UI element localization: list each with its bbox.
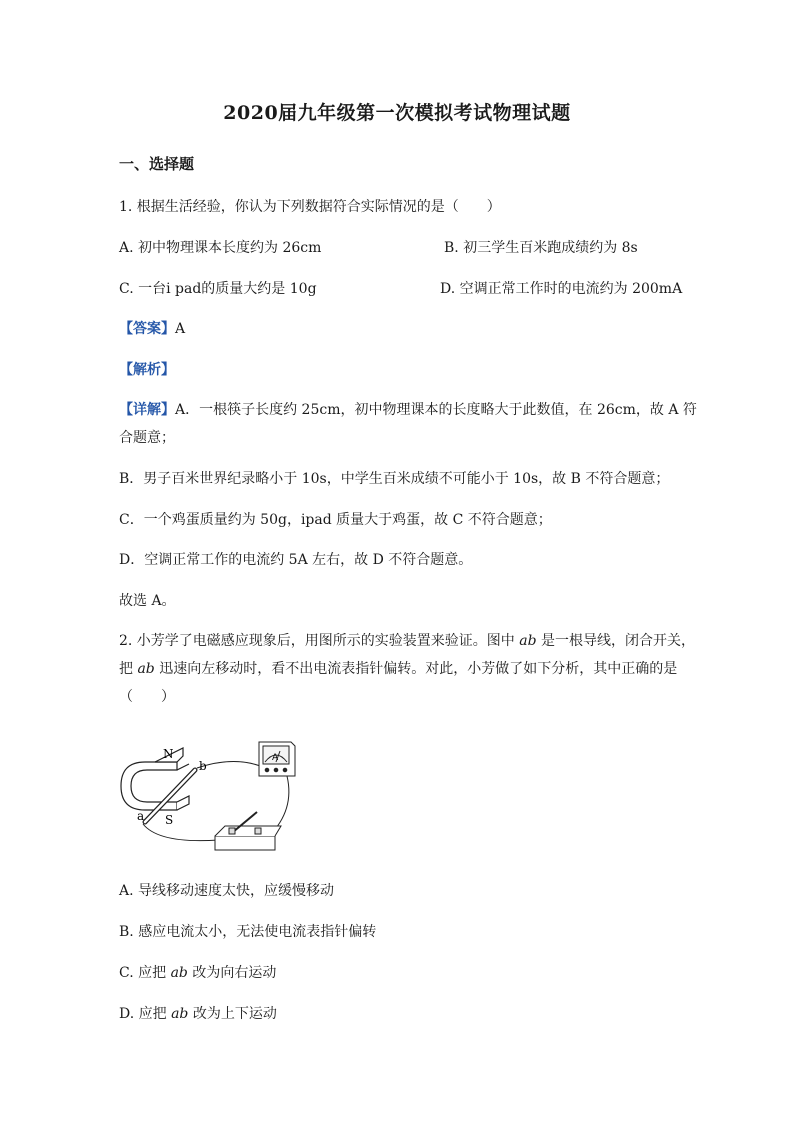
q2-option-b: B. 感应电流太小，无法使电流表指针偏转	[119, 924, 377, 940]
ab-symbol: ab	[519, 633, 537, 649]
analysis-tag: 【解析】	[119, 362, 175, 378]
wire	[197, 761, 269, 770]
u-magnet-icon	[121, 748, 189, 810]
option-text: 改为上下运动	[188, 1006, 277, 1022]
q2-stem-text: 迅速向左移动时，看不出电流表指针偏转。对此，小芳做了如下分析，其中正确的是	[154, 661, 678, 677]
label-s: S	[165, 813, 174, 827]
q1-conclusion: 故选 A。	[119, 593, 176, 609]
q1-option-a: A. 初中物理课本长度约为 26cm	[119, 240, 322, 256]
q1-detail-line	[119, 399, 697, 419]
q1-analysis	[119, 359, 175, 379]
q1-detail-line: 合题意；	[119, 430, 175, 446]
q2-option-d	[119, 1003, 277, 1023]
q2-stem-line1	[119, 630, 695, 650]
q1-detail-line: D．空调正常工作的电流约 5A 左右，故 D 不符合题意。	[119, 552, 473, 568]
ammeter-label: A	[272, 753, 279, 763]
q1-detail-line: B．男子百米世界纪录略小于 10s，中学生百米成绩不可能小于 10s，故 B 不符合题意；	[119, 471, 670, 487]
detail-tag: 【详解】	[119, 402, 175, 418]
q1-stem: 1. 根据生活经验，你认为下列数据符合实际情况的是（ ）	[119, 199, 501, 215]
q1-option-c: C. 一台i pad的质量大约是 10g	[119, 281, 317, 297]
section-heading: 一、选择题	[119, 155, 195, 173]
electromagnetic-induction-figure	[119, 740, 299, 855]
wire	[143, 824, 219, 841]
ab-symbol: ab	[137, 661, 155, 677]
ab-symbol: ab	[170, 965, 188, 981]
option-text: 改为向右运动	[187, 965, 277, 981]
q2-stem-text: 是一根导线，闭合开关，	[536, 633, 696, 649]
ab-symbol: ab	[171, 1006, 189, 1022]
q2-option-c	[119, 962, 276, 982]
detail-text: A．一根筷子长度约 25cm，初中物理课本的长度略大于此数值，在 26cm，故 A 符	[175, 402, 697, 418]
switch-icon	[215, 812, 281, 850]
q2-stem-line3: （ ）	[119, 689, 175, 705]
q2-stem-text: 2. 小芳学了电磁感应现象后，用图所示的实验装置来验证。图中	[119, 633, 520, 649]
q2-stem-line2	[119, 658, 677, 678]
answer-value: A	[175, 321, 186, 337]
q1-detail-line: C．一个鸡蛋质量约为 50g，ipad 质量大于鸡蛋，故 C 不符合题意；	[119, 512, 552, 528]
q1-option-b: B. 初三学生百米跑成绩约为 8s	[444, 240, 638, 256]
page-title: 2020届九年级第一次模拟考试物理试题	[223, 102, 571, 124]
label-n: N	[163, 747, 174, 761]
label-b: b	[199, 759, 207, 773]
option-text: D. 应把	[119, 1006, 172, 1022]
q1-answer	[119, 318, 185, 338]
q1-option-d: D. 空调正常工作时的电流约为 200mA	[440, 281, 683, 297]
q2-option-a: A. 导线移动速度太快，应缓慢移动	[119, 883, 335, 899]
answer-tag: 【答案】	[119, 321, 175, 337]
label-a: a	[137, 809, 145, 823]
q2-stem-text: 把	[119, 661, 138, 677]
option-text: C. 应把	[119, 965, 171, 981]
